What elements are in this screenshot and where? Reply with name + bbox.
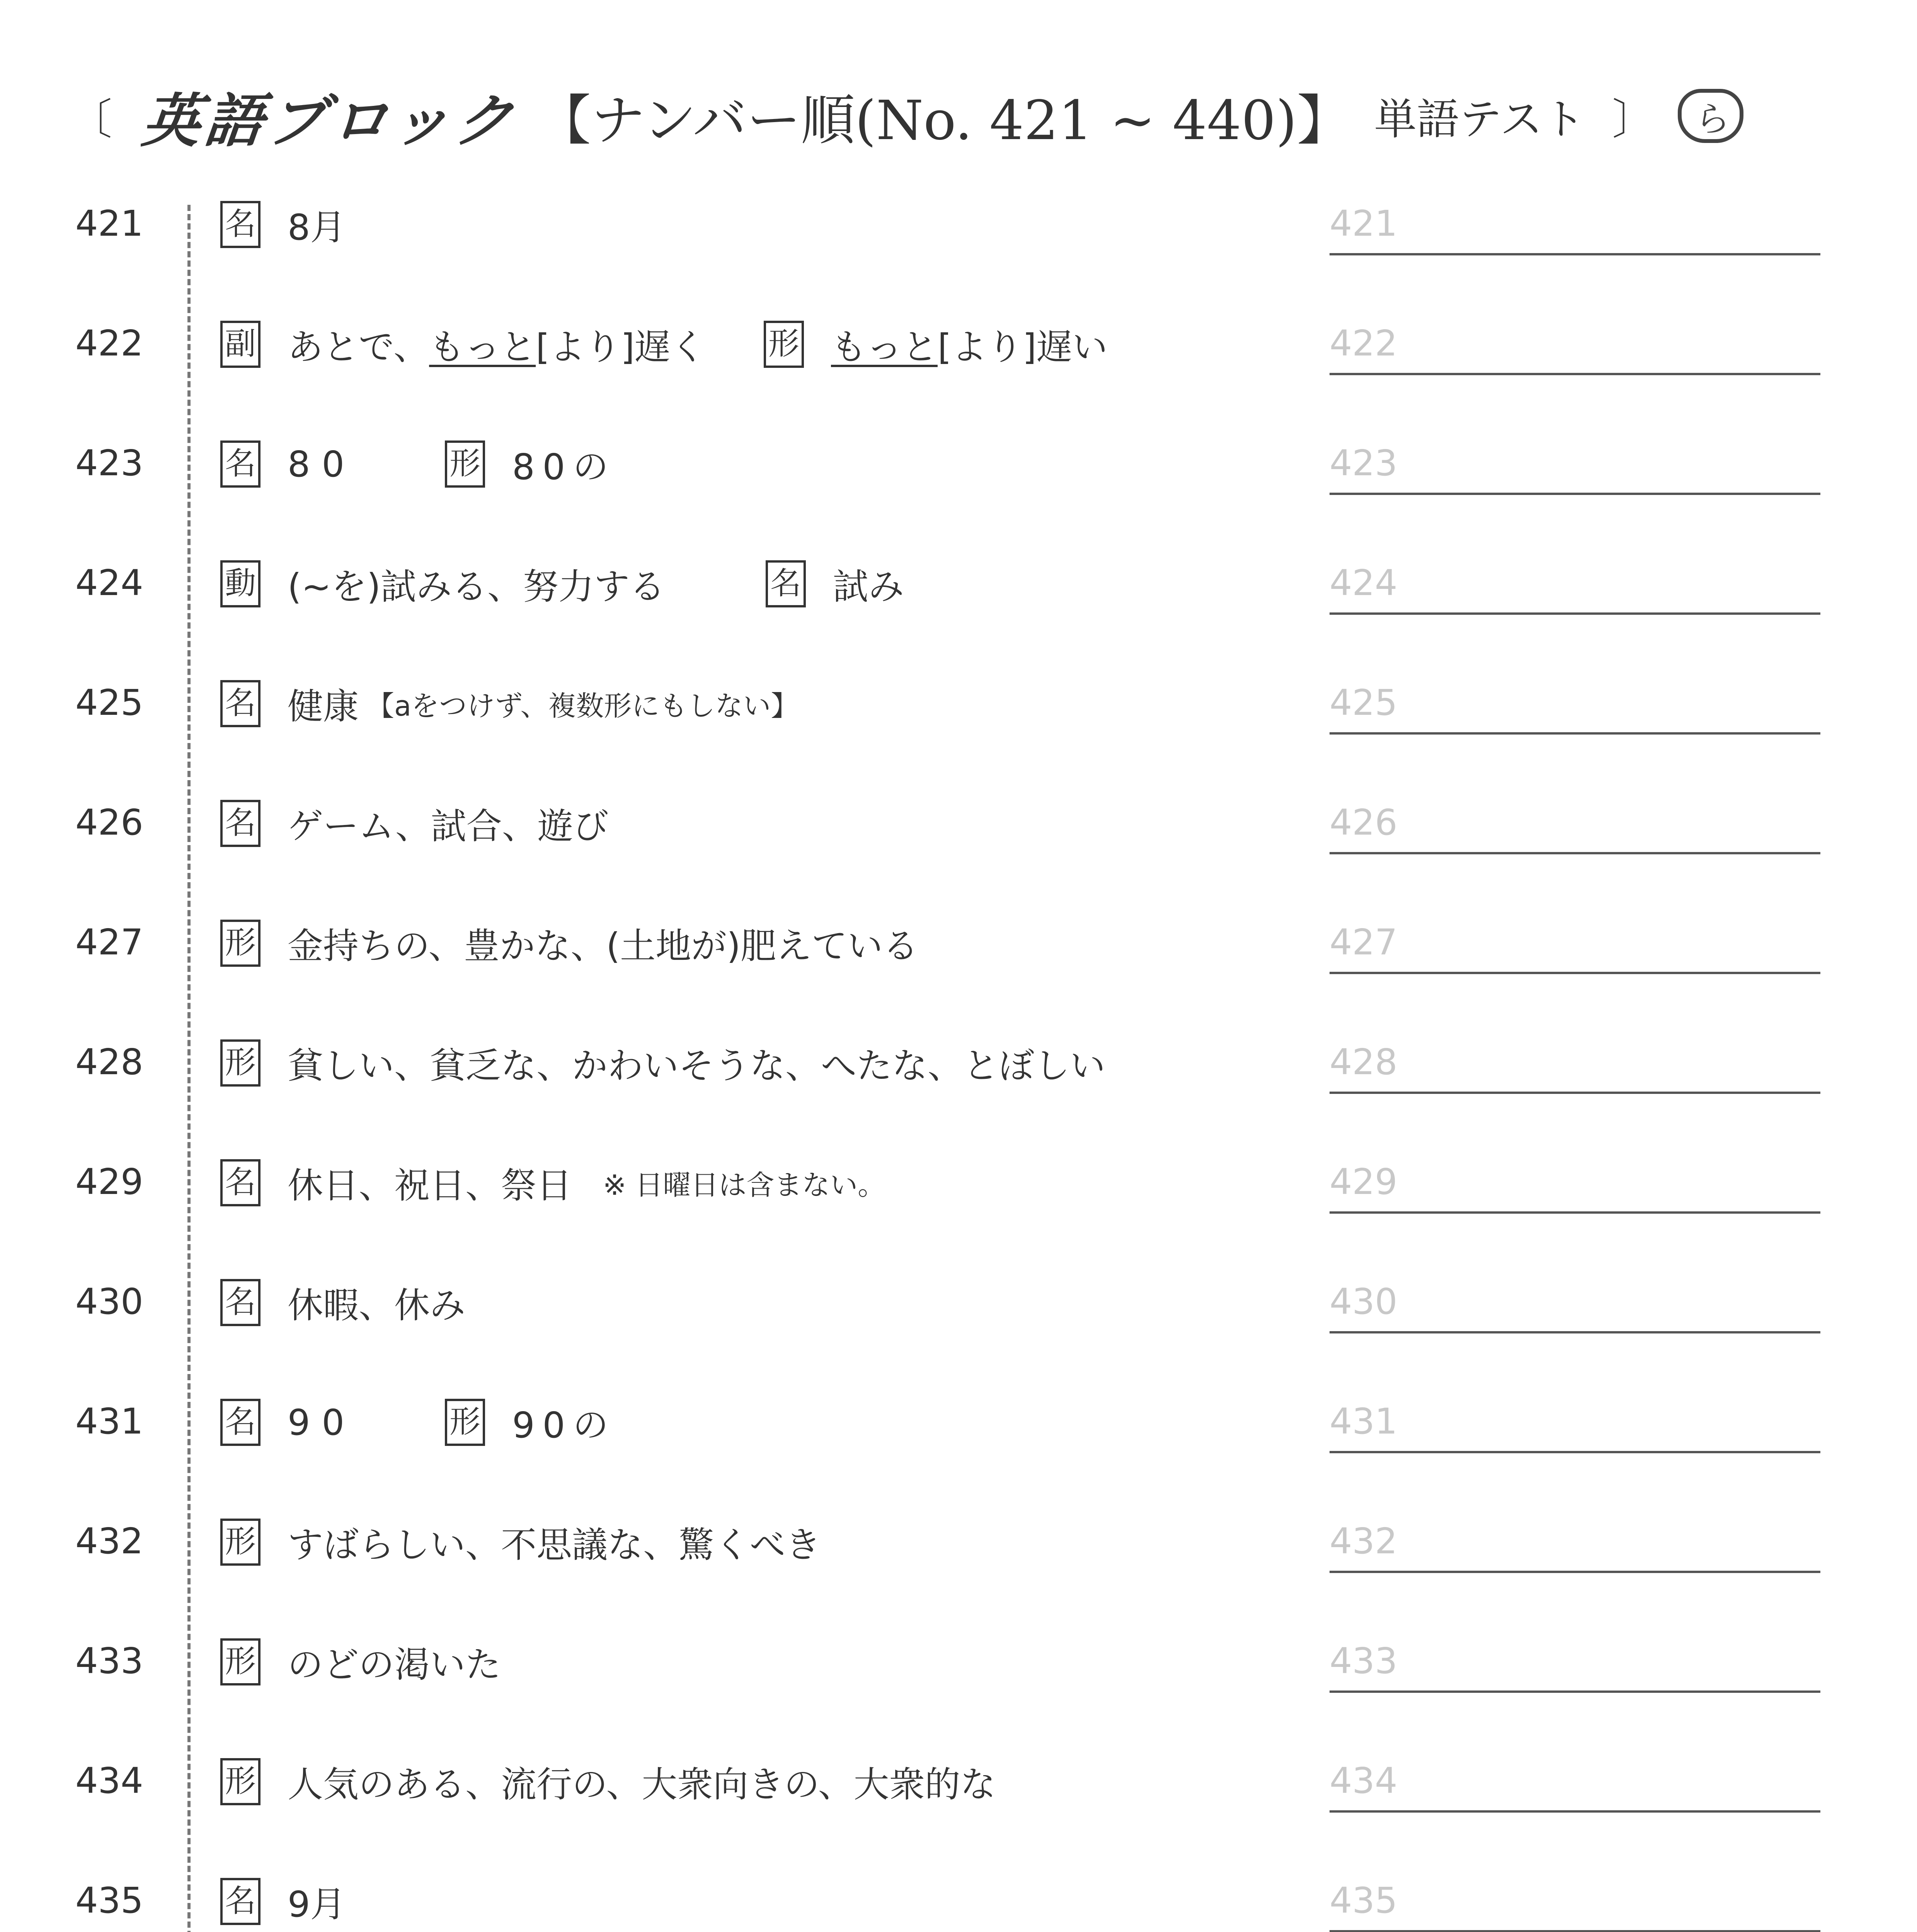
word-meaning [220, 439, 616, 490]
meaning-note: 【aをつけず、複数形にもしない】 [366, 690, 799, 722]
word-number: 423 [75, 442, 143, 484]
part-of-speech-box: 形 [220, 1758, 260, 1805]
part-of-speech-box: 名 [220, 1399, 260, 1446]
answer-number: 429 [1330, 1161, 1398, 1202]
part-of-speech-box: 形 [220, 920, 260, 967]
word-row [0, 415, 1917, 535]
word-meaning [220, 319, 1108, 370]
word-row [0, 1014, 1917, 1134]
answer-number: 426 [1330, 802, 1398, 843]
part-of-speech-box: 動 [220, 560, 260, 607]
word-row [0, 1733, 1917, 1853]
part-of-speech-box: 形 [220, 1638, 260, 1685]
word-number: 432 [75, 1520, 143, 1562]
meaning-text: 休暇、休み [288, 1285, 466, 1326]
word-meaning [220, 1397, 616, 1448]
word-row [0, 176, 1917, 296]
meaning-note: ※ 日曜日は含まない。 [603, 1169, 886, 1201]
part-of-speech-box: 副 [220, 321, 260, 368]
part-of-speech-box: 形 [764, 321, 804, 368]
word-row [0, 1134, 1917, 1254]
word-meaning [220, 1756, 996, 1807]
answer-number: 427 [1330, 922, 1398, 963]
word-meaning [220, 1157, 885, 1208]
word-number: 427 [75, 922, 143, 963]
word-row [0, 296, 1917, 415]
part-of-speech-box: 名 [220, 680, 260, 727]
meaning-text: 8月 [288, 207, 346, 248]
part-of-speech-box: 名 [220, 201, 260, 248]
word-number: 421 [75, 203, 143, 244]
word-number: 434 [75, 1760, 143, 1801]
answer-line[interactable] [1330, 1451, 1820, 1453]
meaning-text: 90 [288, 1401, 356, 1443]
answer-number: 431 [1330, 1401, 1398, 1442]
meaning-text: 80の [512, 446, 616, 488]
answer-line[interactable] [1330, 253, 1820, 255]
word-meaning [220, 798, 609, 849]
meaning-text: すばらしい、不思議な、驚くべき [288, 1524, 821, 1566]
answer-number: 433 [1330, 1640, 1398, 1682]
answer-line[interactable] [1330, 373, 1820, 375]
meaning-text: 80 [288, 443, 356, 485]
meaning-text: のどの渇いた [288, 1644, 501, 1685]
answer-line[interactable] [1330, 1092, 1820, 1094]
answer-number: 425 [1330, 682, 1398, 723]
part-of-speech-box: 名 [220, 440, 260, 488]
word-meaning [220, 1636, 501, 1687]
word-number: 424 [75, 562, 143, 604]
word-number: 429 [75, 1161, 143, 1202]
word-meaning [220, 678, 798, 729]
word-row [0, 1853, 1917, 1932]
meaning-text: [より]遅い [938, 327, 1108, 368]
answer-number: 422 [1330, 323, 1398, 364]
answer-number: 434 [1330, 1760, 1398, 1801]
answer-line[interactable] [1330, 1331, 1820, 1333]
answer-line[interactable] [1330, 1690, 1820, 1693]
answer-line[interactable] [1330, 1810, 1820, 1813]
word-row [0, 1613, 1917, 1733]
answer-line[interactable] [1330, 972, 1820, 974]
answer-number: 435 [1330, 1880, 1398, 1921]
part-of-speech-box: 名 [220, 1878, 260, 1925]
answer-line[interactable] [1330, 732, 1820, 735]
answer-number: 423 [1330, 442, 1398, 484]
meaning-underlined: もっと [429, 327, 536, 368]
meaning-underlined: もっと [831, 327, 938, 368]
answer-line[interactable] [1330, 493, 1820, 495]
page-header [70, 58, 1847, 174]
meaning-text: [より]遅く [536, 327, 706, 368]
word-number: 425 [75, 682, 143, 723]
word-row [0, 655, 1917, 775]
word-number: 435 [75, 1880, 143, 1921]
word-meaning [220, 1037, 1105, 1088]
word-row [0, 1254, 1917, 1374]
open-bracket: 〔 [70, 95, 112, 144]
answer-line[interactable] [1330, 1930, 1820, 1932]
part-of-speech-box: 名 [220, 1279, 260, 1326]
answer-line[interactable] [1330, 612, 1820, 615]
page-subtitle: 単語テスト [1374, 95, 1585, 144]
answer-number: 421 [1330, 203, 1398, 244]
answer-number: 424 [1330, 562, 1398, 604]
part-of-speech-box: 名 [766, 560, 806, 607]
word-number: 426 [75, 802, 143, 843]
word-row [0, 1493, 1917, 1613]
part-of-speech-box: 形 [220, 1039, 260, 1087]
part-of-speech-box: 形 [220, 1519, 260, 1566]
meaning-text: ゲーム、試合、遊び [288, 806, 609, 847]
face-icon [1678, 89, 1743, 143]
meaning-text: 金持ちの、豊かな、(土地が)肥えている [288, 925, 919, 967]
word-row [0, 535, 1917, 655]
answer-number: 432 [1330, 1520, 1398, 1562]
logo-text: 英語ブロック [139, 87, 521, 155]
part-of-speech-box: 名 [220, 1159, 260, 1206]
meaning-text: あとで、 [288, 327, 429, 368]
meaning-text: (~を)試みる、努力する [288, 566, 665, 607]
meaning-text: 休日、祝日、祭日 [288, 1165, 572, 1206]
word-number: 431 [75, 1401, 143, 1442]
word-meaning [220, 1517, 821, 1568]
word-row [0, 775, 1917, 895]
answer-line[interactable] [1330, 1571, 1820, 1573]
answer-line[interactable] [1330, 852, 1820, 854]
word-row [0, 895, 1917, 1014]
word-number: 428 [75, 1041, 143, 1083]
meaning-text: 9月 [288, 1884, 346, 1925]
word-number: 422 [75, 323, 143, 364]
word-meaning [220, 1277, 465, 1328]
meaning-text: 90の [512, 1405, 616, 1446]
answer-number: 430 [1330, 1281, 1398, 1322]
word-meaning [220, 558, 904, 609]
part-of-speech-box: 形 [445, 440, 485, 488]
meaning-text: 試み [833, 566, 904, 607]
answer-line[interactable] [1330, 1211, 1820, 1214]
answer-number: 428 [1330, 1041, 1398, 1083]
meaning-text: 人気のある、流行の、大衆向きの、大衆的な [288, 1764, 996, 1805]
page-title: 【ナンバー順(No. 421 ~ 440)】 [537, 89, 1351, 152]
word-meaning [220, 1876, 346, 1927]
part-of-speech-box: 形 [445, 1399, 485, 1446]
word-meaning [220, 918, 918, 969]
meaning-text: 健康 [288, 686, 359, 727]
word-row [0, 1374, 1917, 1493]
close-bracket: 〕 [1612, 95, 1655, 144]
part-of-speech-box: 名 [220, 800, 260, 847]
word-meaning [220, 199, 346, 250]
word-number: 433 [75, 1640, 143, 1682]
meaning-text: 貧しい、貧乏な、かわいそうな、へたな、とぼしい [288, 1045, 1106, 1087]
word-number: 430 [75, 1281, 143, 1322]
